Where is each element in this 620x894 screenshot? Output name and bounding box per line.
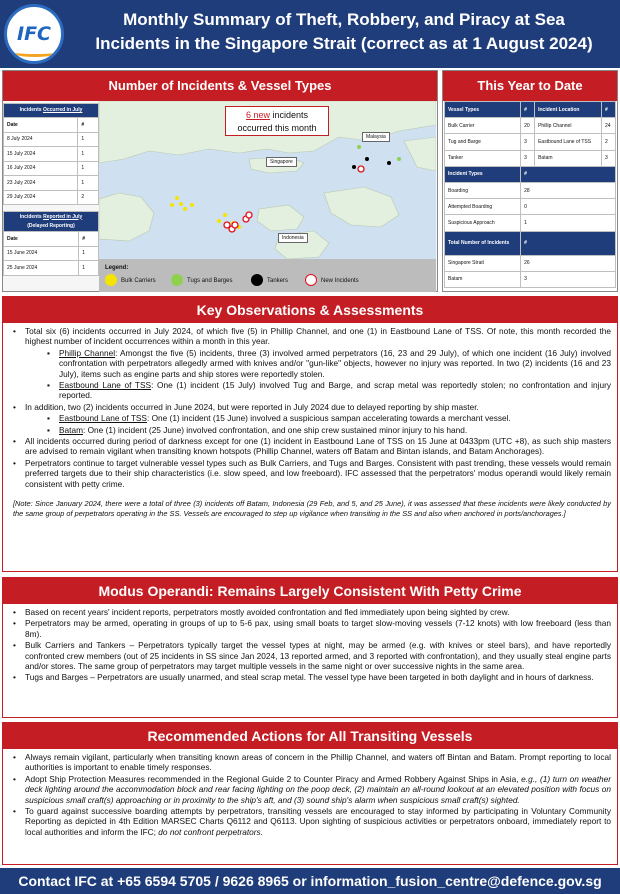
new-incidents-line-2: occurred this month	[237, 123, 317, 133]
table-row	[4, 261, 99, 276]
observation-note: [Note: Since January 2024, there were a total of three (3) incidents off Batam, Indonesia (29 Feb, and 5, and 25 June), it was assessed that these incidents were likely conducted by the same group of perpetrators operating in the SS. Vessels are encouraged to step up vigilance when transiting in the SS and also when anchored in ports/anchorages.]	[13, 499, 611, 518]
marker-new-incident	[358, 166, 364, 172]
map-label-singapore: Singapore	[266, 157, 297, 167]
delayed-table-caption	[4, 212, 99, 232]
marker-bulk-carrier	[183, 207, 187, 211]
delayed-caption-line2: (Delayed Reporting)	[27, 222, 75, 229]
cell: Attempted Boarding	[445, 199, 521, 215]
land-bintan	[324, 187, 399, 227]
marker-new-incident	[246, 212, 252, 218]
table-header: #	[79, 232, 99, 247]
marker-new-incident	[232, 222, 238, 228]
table-row	[445, 118, 616, 134]
table-header: Vessel Types	[445, 102, 521, 118]
observation-bullet: • All incidents occurred during period of darkness except for one (1) incident in Eastbound Lane of TSS on 15 June at 0433pm (UTC +8), as such ship masters are advised to remain vigilant when transiting known hotspots (Phillip Channel, waters off Batam and Bintan islands, and Batam Anchorages).	[13, 436, 611, 457]
cell: Batam	[445, 271, 521, 287]
sub-text: : One (1) incident (15 July) involved Tug and Barge, and scrap metal was reportedly stolen; no confrontation and injury reported.	[59, 380, 612, 401]
count-cell: 1	[78, 132, 99, 147]
marker-tanker	[365, 157, 369, 161]
cell: Bulk Carrier	[445, 118, 521, 134]
count-cell: 1	[78, 147, 99, 162]
table-header: #	[521, 231, 616, 255]
count-cell: 1	[78, 161, 99, 176]
cell: 28	[521, 182, 616, 198]
observation-sub-bullet	[47, 413, 611, 423]
table-row	[4, 132, 99, 147]
cell: Suspicious Approach	[445, 215, 521, 231]
marker-bulk-carrier	[217, 219, 221, 223]
land-east	[404, 137, 436, 171]
july-table-caption	[4, 104, 99, 118]
header-banner	[0, 0, 620, 68]
table-header: Total Number of Incidents	[445, 231, 521, 255]
cell: 3	[521, 134, 535, 150]
cell: Batam	[535, 150, 602, 166]
marker-tanker	[352, 165, 356, 169]
action-text: To guard against successive boarding attempts by perpetrators, transiting vessels are encouraged to stay informed by participating in Voluntary Community Reporting as depicted in 4th Edition MARSEC Charts Q6112 and Q6113. Upon sighting of suspicious activities or perpetrators onboard, immediately report to local authorities and inform the IFC;	[25, 806, 611, 837]
cell: Phillip Channel	[535, 118, 602, 134]
legend-label: Tugs and Barges	[187, 278, 233, 284]
cell: Boarding	[445, 182, 521, 198]
count-cell: 1	[79, 261, 99, 276]
date-cell: 15 June 2024	[4, 246, 79, 261]
modus-bullet: • Perpetrators may be armed, operating in groups of up to 5-6 pax, using small boats to target slow-moving vessels (7-12 knots) with low freeboard (less than 8m).	[13, 618, 611, 639]
july-incidents-table	[3, 103, 99, 205]
table-row	[445, 215, 616, 231]
action-text: Adopt Ship Protection Measures recommended in the Regional Guide 2 to Counter Piracy and Armed Robbery Against Ships in Asia,	[25, 773, 522, 784]
date-cell: 15 July 2024	[4, 147, 78, 162]
table-row	[445, 255, 616, 271]
sub-label: Phillip Channel	[59, 347, 116, 358]
actions-content	[3, 749, 617, 840]
marker-tug-barge	[357, 145, 361, 149]
page-title	[72, 8, 616, 56]
title-line-1: Monthly Summary of Theft, Robbery, and Piracy at Sea	[123, 10, 565, 29]
marker-bulk-carrier	[223, 213, 227, 217]
modus-content	[3, 604, 617, 686]
table-header: Incident Types	[445, 166, 521, 182]
cell: 20	[521, 118, 535, 134]
marker-bulk-carrier	[190, 203, 194, 207]
modus-title: Modus Operandi: Remains Largely Consistent With Petty Crime	[3, 578, 617, 604]
action-bullet: • Always remain vigilant, particularly when transiting known areas of concern in the Phillip Channel, and waters off Bintan and Batam. Prompt reporting to local authorities is important to enable timely responses.	[13, 752, 611, 773]
modus-bullet: • Bulk Carriers and Tankers – Perpetrators typically target the vessel types at night, may be armed (e.g. with knives or steel bars), and have reportedly confronted crew members (out of 25 incidents in SS since Jan 2024, 13 reported armed, and 3 reported with confrontation), and they usually steal engine parts and/or stores. The same group of perpetrators may target multiple vessels in the same night or over successive nights in the same area.	[13, 640, 611, 671]
sub-label: Eastbound Lane of TSS	[59, 380, 152, 391]
table-row	[4, 176, 99, 191]
sub-text: : Amongst the five (5) incidents, three (3) involved armed perpetrators (16, 23 and 29 July), of which one incident (16 July) involved confrontation with perpetrators allegedly armed with knives and/or "gun-like" objects, however no injury was reported. In two (2) incidents (16 and 23 July), items such as engine parts and ship stores were reportedly stolen.	[59, 347, 611, 379]
date-cell: 25 June 2024	[4, 261, 79, 276]
cell: 3	[601, 150, 615, 166]
logo-text: IFC	[17, 23, 51, 45]
cell: 26	[521, 255, 616, 271]
table-header: #	[521, 166, 616, 182]
table-header: #	[601, 102, 615, 118]
contact-footer: Contact IFC at +65 6594 5705 / 9626 8965 or information_fusion_centre@defence.gov.sg	[0, 868, 620, 894]
legend-label: Tankers	[267, 278, 289, 284]
legend-title: Legend:	[105, 265, 129, 271]
table-header: #	[78, 118, 99, 133]
new-incidents-callout	[225, 106, 329, 136]
modus-bullet: • Tugs and Barges – Perpetrators are usually unarmed, and steal scrap metal. The vessel type have been targeted in both daylight and in hours of darkness.	[13, 672, 611, 682]
actions-section	[2, 722, 618, 865]
table-header: Incident Location	[535, 102, 602, 118]
title-line-2: Incidents in the Singapore Strait (correct as at 1 August 2024)	[95, 34, 593, 53]
observations-content	[3, 323, 617, 520]
land-batam	[257, 205, 304, 231]
table-row	[445, 134, 616, 150]
action-italic-text: do not confront perpetrators.	[158, 826, 263, 837]
table-header: Date	[4, 118, 78, 133]
delayed-caption-underlined: Reported in July	[43, 213, 83, 220]
delayed-incidents-table	[3, 211, 99, 276]
incidents-panel-title: Number of Incidents & Vessel Types	[3, 71, 437, 101]
ifc-logo	[4, 4, 64, 64]
new-incidents-line-1	[226, 109, 328, 122]
red-ring-icon	[305, 274, 317, 286]
ytd-panel-title: This Year to Date	[443, 71, 617, 101]
observation-sub-bullet	[47, 425, 611, 435]
count-cell: 1	[79, 246, 99, 261]
table-row	[445, 182, 616, 198]
table-row	[445, 150, 616, 166]
table-row	[445, 199, 616, 215]
action-bullet	[13, 806, 611, 837]
marker-tug-barge	[397, 157, 401, 161]
table-header: #	[521, 102, 535, 118]
observation-sub-bullet	[47, 380, 611, 401]
table-header: Date	[4, 232, 79, 247]
observations-section	[2, 296, 618, 572]
cell: Eastbound Lane of TSS	[535, 134, 602, 150]
table-row	[445, 271, 616, 287]
new-count: 6 new	[245, 110, 270, 120]
black-dot-icon	[251, 274, 263, 286]
cell: Tug and Barge	[445, 134, 521, 150]
sub-label: Eastbound Lane of TSS	[59, 413, 147, 424]
observations-title: Key Observations & Assessments	[3, 297, 617, 323]
cell: 2	[601, 134, 615, 150]
table-row	[4, 246, 99, 261]
cell: 0	[521, 199, 616, 215]
actions-title: Recommended Actions for All Transiting Vessels	[3, 723, 617, 749]
new-rest: incidents	[270, 110, 309, 120]
action-bullet	[13, 774, 611, 805]
observation-sub-bullet	[47, 348, 611, 379]
modus-section	[2, 577, 618, 718]
marker-bulk-carrier	[175, 196, 179, 200]
count-cell: 1	[78, 176, 99, 191]
cell: 3	[521, 150, 535, 166]
date-cell: 23 July 2024	[4, 176, 78, 191]
table-row	[4, 190, 99, 205]
logo-swirl	[11, 47, 59, 57]
action-italic-text: e.g., (1) turn on weather deck lighting around the accommodation block and rear facing lighting on the poop deck, (2) maintain an all-round lookout at an elevated position with focus on suspicious small craft(s) approaching or in proximity to the ship's aft, and (3) sound ship's alarm when suspicious small craft(s) sighted.	[25, 773, 611, 805]
july-caption-prefix: Incidents	[19, 107, 43, 113]
observation-bullet: • In addition, two (2) incidents occurred in June 2024, but were reported in July 2024 due to delayed reporting by ship master.	[13, 402, 611, 412]
cell: 24	[601, 118, 615, 134]
marker-bulk-carrier	[170, 203, 174, 207]
table-row	[4, 147, 99, 162]
yellow-dot-icon	[105, 274, 117, 286]
marker-group-tugs	[357, 145, 401, 161]
map-legend	[99, 259, 436, 292]
observation-bullet: • Perpetrators continue to target vulnerable vessel types such as Bulk Carriers, and Tugs and Barges. Consistent with past trending, these vessels would remain preferred targets due to their ship characteristics (i.e. slow speed, and low freeboard). IFC assessed that the perpetrators' modus operandi would likely remain consistent with petty crime.	[13, 458, 611, 489]
cell: 3	[521, 271, 616, 287]
cell: 1	[521, 215, 616, 231]
sub-label: Batam	[59, 424, 83, 435]
land-riau-west	[99, 193, 154, 241]
cell: Singapore Strait	[445, 255, 521, 271]
delayed-caption-prefix: Incidents	[19, 213, 44, 220]
sub-text: : One (1) incident (15 June) involved a suspicious sampan accelerating towards a merchant vessel.	[146, 413, 511, 424]
table-row	[4, 161, 99, 176]
sub-text: : One (1) incident (25 June) involved confrontation, and one ship crew sustained minor injury to his hand.	[82, 424, 468, 435]
date-cell: 16 July 2024	[4, 161, 78, 176]
modus-bullet: • Based on recent years' incident reports, perpetrators mostly avoided confrontation and fled immediately upon being sighted by crew.	[13, 607, 611, 617]
cell: Tanker	[445, 150, 521, 166]
legend-label: Bulk Carriers	[121, 278, 156, 284]
date-cell: 29 July 2024	[4, 190, 78, 205]
marker-tanker	[387, 161, 391, 165]
legend-label: New Incidents	[321, 278, 359, 284]
marker-bulk-carrier	[179, 202, 183, 206]
green-dot-icon	[171, 274, 183, 286]
map-label-malaysia: Malaysia	[362, 132, 390, 142]
date-cell: 8 July 2024	[4, 132, 78, 147]
observation-bullet: • Total six (6) incidents occurred in July 2024, of which five (5) in Phillip Channel, and one (1) in Eastbound Lane of TSS. Of note, this month recorded the highest number of incident occurrences within a month in this year.	[13, 326, 611, 347]
july-caption-underlined: Occurred in July	[42, 107, 83, 113]
count-cell: 2	[78, 190, 99, 205]
map-label-indonesia: Indonesia	[278, 233, 308, 243]
ytd-table	[444, 101, 616, 288]
